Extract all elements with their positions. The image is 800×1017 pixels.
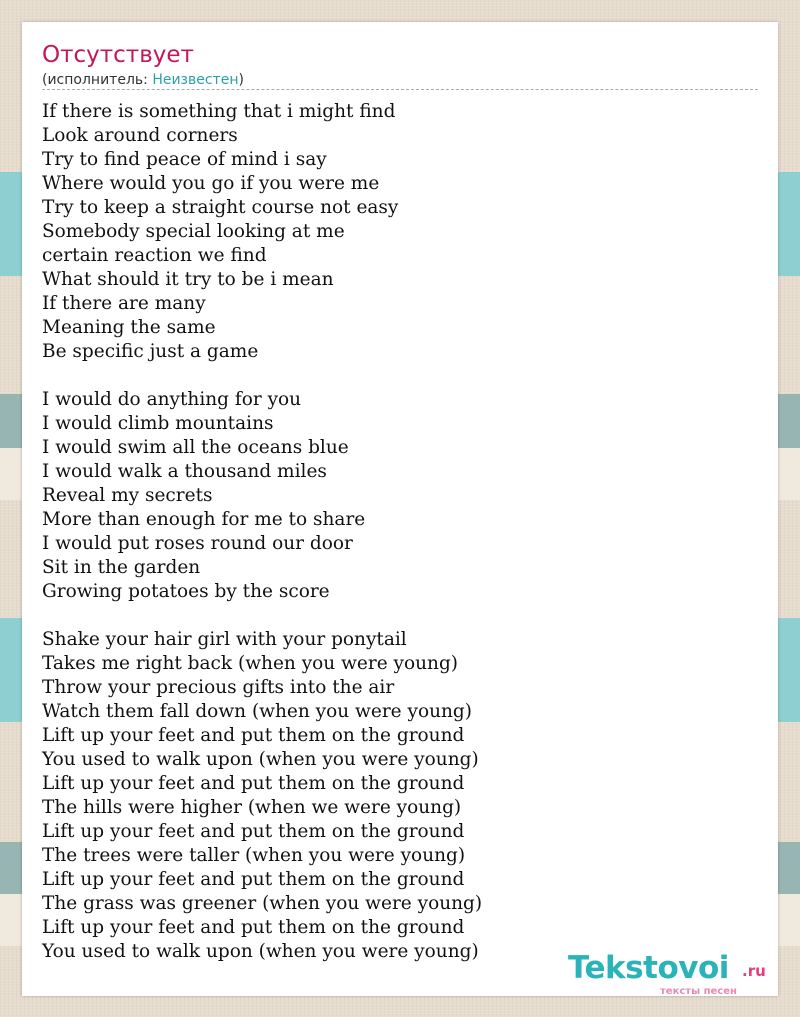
lyric-line: Lift up your feet and put them on the ground	[42, 773, 465, 794]
lyric-line: Lift up your feet and put them on the ground	[42, 917, 465, 938]
lyric-line: The trees were taller (when you were young)	[42, 845, 466, 866]
lyric-line: You used to walk upon (when you were young)	[42, 749, 479, 770]
stanza-break	[42, 364, 742, 388]
lyric-line: Look around corners	[42, 125, 238, 146]
artist-suffix: )	[238, 72, 244, 88]
lyric-line: I would walk a thousand miles	[42, 461, 327, 482]
lyric-line: The grass was greener (when you were young)	[42, 893, 483, 914]
lyric-line: If there is something that i might find	[42, 101, 396, 122]
lyric-line: I would put roses round our door	[42, 533, 353, 554]
lyric-line: Lift up your feet and put them on the ground	[42, 821, 465, 842]
lyric-line: Be specific just a game	[42, 341, 259, 362]
logo-tagline: тексты песен	[660, 986, 737, 997]
lyric-line: Watch them fall down (when you were young)	[42, 701, 472, 722]
logo-tld: .ru	[742, 962, 766, 980]
lyric-line: You used to walk upon (when you were young)	[42, 941, 479, 962]
lyric-line: I would climb mountains	[42, 413, 274, 434]
lyrics-text	[42, 100, 742, 964]
lyric-line: Where would you go if you were me	[42, 173, 380, 194]
lyric-line: Takes me right back (when you were young)	[42, 653, 459, 674]
lyric-line: More than enough for me to share	[42, 509, 366, 530]
lyric-line: certain reaction we find	[42, 245, 267, 266]
artist-line	[42, 72, 244, 88]
lyric-line: Lift up your feet and put them on the ground	[42, 725, 465, 746]
lyric-line: Lift up your feet and put them on the ground	[42, 869, 465, 890]
lyric-line: Growing potatoes by the score	[42, 581, 330, 602]
lyric-line: Meaning the same	[42, 317, 216, 338]
song-title: Отсутствует	[42, 42, 194, 68]
lyric-line: Try to find peace of mind i say	[42, 149, 327, 170]
divider	[42, 89, 758, 90]
lyric-line: The hills were higher (when we were young)	[42, 797, 462, 818]
lyric-line: If there are many	[42, 293, 206, 314]
lyric-line: Somebody special looking at me	[42, 221, 345, 242]
lyric-line: Sit in the garden	[42, 557, 201, 578]
site-logo[interactable]	[568, 950, 778, 996]
lyrics-card	[22, 22, 778, 996]
lyric-line: Reveal my secrets	[42, 485, 213, 506]
lyric-line: Throw your precious gifts into the air	[42, 677, 395, 698]
logo-name: Tekstovoi	[568, 950, 729, 986]
artist-link[interactable]: Неизвестен	[152, 72, 239, 88]
lyric-line: What should it try to be i mean	[42, 269, 334, 290]
stanza-break	[42, 604, 742, 628]
artist-prefix: (исполнитель:	[42, 72, 153, 88]
lyric-line: Shake your hair girl with your ponytail	[42, 629, 407, 650]
lyric-line: Try to keep a straight course not easy	[42, 197, 399, 218]
lyric-line: I would do anything for you	[42, 389, 302, 410]
lyric-line: I would swim all the oceans blue	[42, 437, 349, 458]
